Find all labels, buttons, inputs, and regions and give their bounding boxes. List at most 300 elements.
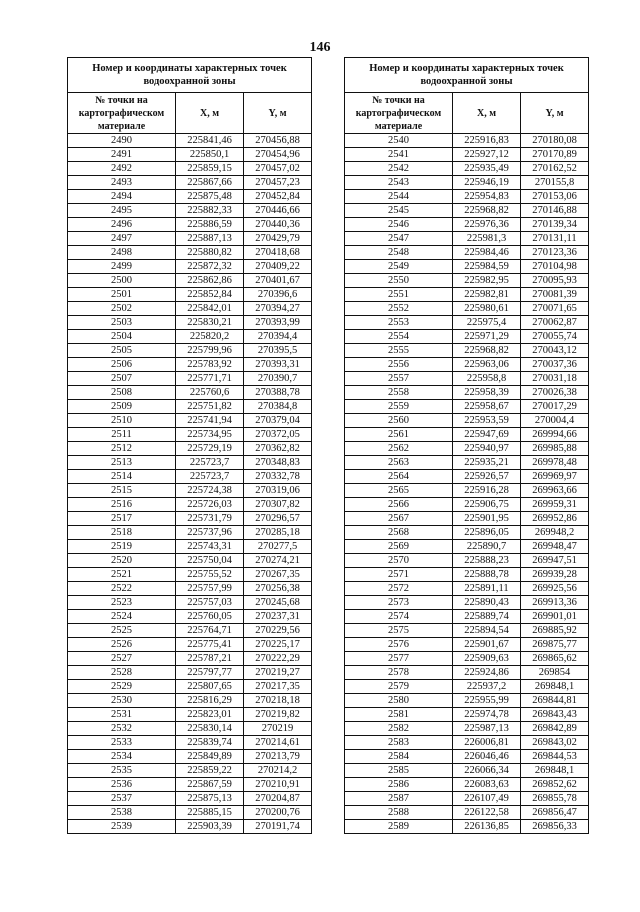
point-number-cell: 2565 [345,484,453,498]
point-number-cell: 2567 [345,512,453,526]
point-number-cell: 2583 [345,736,453,750]
x-coordinate-cell: 225816,29 [176,694,244,708]
table-row [68,792,312,806]
table-row [68,358,312,372]
point-number-cell: 2548 [345,246,453,260]
x-coordinate-cell: 225987,13 [453,722,521,736]
point-number-cell: 2520 [68,554,176,568]
point-number-cell: 2495 [68,204,176,218]
y-coordinate-cell: 270037,36 [521,358,589,372]
x-coordinate-cell: 225807,65 [176,680,244,694]
point-number-cell: 2529 [68,680,176,694]
table-row [68,512,312,526]
x-coordinate-cell: 225889,74 [453,610,521,624]
table-row [68,554,312,568]
point-number-cell: 2534 [68,750,176,764]
x-coordinate-cell: 225896,05 [453,526,521,540]
x-coordinate-cell: 225859,22 [176,764,244,778]
table-title: Номер и координаты характерных точек водоохранной зоны [345,58,589,93]
page-number: 146 [309,40,331,55]
point-number-cell: 2569 [345,540,453,554]
x-coordinate-cell: 225974,78 [453,708,521,722]
table-row [345,344,589,358]
x-coordinate-cell: 225867,59 [176,778,244,792]
point-number-cell: 2500 [68,274,176,288]
y-coordinate-cell: 270456,88 [244,134,312,148]
point-number-cell: 2501 [68,288,176,302]
table-row [345,218,589,232]
x-coordinate-cell: 225880,82 [176,246,244,260]
table-row [345,498,589,512]
x-coordinate-cell: 225901,95 [453,512,521,526]
x-coordinate-cell: 225984,59 [453,260,521,274]
y-coordinate-cell: 269865,62 [521,652,589,666]
x-coordinate-cell: 225799,96 [176,344,244,358]
y-coordinate-cell: 269843,02 [521,736,589,750]
point-number-cell: 2527 [68,652,176,666]
x-coordinate-cell: 226066,34 [453,764,521,778]
x-coordinate-cell: 225976,36 [453,218,521,232]
table-body-right [345,134,589,834]
y-coordinate-cell: 269952,86 [521,512,589,526]
table-row [68,260,312,274]
table-row [68,638,312,652]
y-coordinate-cell: 269985,88 [521,442,589,456]
table-row [345,652,589,666]
y-coordinate-cell: 270071,65 [521,302,589,316]
point-number-cell: 2578 [345,666,453,680]
x-coordinate-cell: 225891,11 [453,582,521,596]
table-row [345,190,589,204]
point-number-cell: 2523 [68,596,176,610]
point-number-cell: 2568 [345,526,453,540]
table-row [345,582,589,596]
y-coordinate-cell: 269875,77 [521,638,589,652]
table-row [345,204,589,218]
table-row [345,680,589,694]
table-row [68,400,312,414]
point-number-cell: 2585 [345,764,453,778]
y-coordinate-cell: 270384,8 [244,400,312,414]
point-number-cell: 2518 [68,526,176,540]
table-row [68,274,312,288]
y-coordinate-cell: 270319,06 [244,484,312,498]
x-coordinate-cell: 225726,03 [176,498,244,512]
column-header-point: № точки на картографическом материале [345,93,453,134]
y-coordinate-cell: 270429,79 [244,232,312,246]
table-row [345,526,589,540]
point-number-cell: 2550 [345,274,453,288]
x-coordinate-cell: 225926,57 [453,470,521,484]
table-row [68,316,312,330]
table-row [68,344,312,358]
table-row [345,512,589,526]
table-row [68,582,312,596]
x-coordinate-cell: 225909,63 [453,652,521,666]
point-number-cell: 2491 [68,148,176,162]
y-coordinate-cell: 270146,88 [521,204,589,218]
point-number-cell: 2586 [345,778,453,792]
y-coordinate-cell: 269959,31 [521,498,589,512]
y-coordinate-cell: 269844,81 [521,694,589,708]
table-row [345,302,589,316]
y-coordinate-cell: 270031,18 [521,372,589,386]
point-number-cell: 2530 [68,694,176,708]
x-coordinate-cell: 225890,7 [453,540,521,554]
point-number-cell: 2579 [345,680,453,694]
x-coordinate-cell: 225839,74 [176,736,244,750]
table-row [68,302,312,316]
y-coordinate-cell: 270123,36 [521,246,589,260]
table-row [345,232,589,246]
table-row [68,456,312,470]
y-coordinate-cell: 269994,66 [521,428,589,442]
point-number-cell: 2570 [345,554,453,568]
point-number-cell: 2537 [68,792,176,806]
point-number-cell: 2547 [345,232,453,246]
table-row [345,260,589,274]
point-number-cell: 2576 [345,638,453,652]
point-number-cell: 2494 [68,190,176,204]
table-row [345,316,589,330]
y-coordinate-cell: 270401,67 [244,274,312,288]
x-coordinate-cell: 225760,6 [176,386,244,400]
table-row [345,792,589,806]
point-number-cell: 2587 [345,792,453,806]
x-coordinate-cell: 225737,96 [176,526,244,540]
table-row [68,596,312,610]
table-row [68,540,312,554]
table-row [68,246,312,260]
x-coordinate-cell: 225954,83 [453,190,521,204]
x-coordinate-cell: 225875,13 [176,792,244,806]
table-row [345,246,589,260]
x-coordinate-cell: 225935,49 [453,162,521,176]
table-row [345,428,589,442]
x-coordinate-cell: 225842,01 [176,302,244,316]
x-coordinate-cell: 225890,43 [453,596,521,610]
table-row [345,274,589,288]
x-coordinate-cell: 225729,19 [176,442,244,456]
point-number-cell: 2512 [68,442,176,456]
x-coordinate-cell: 225888,23 [453,554,521,568]
table-row [68,736,312,750]
y-coordinate-cell: 270394,27 [244,302,312,316]
point-number-cell: 2516 [68,498,176,512]
column-header-y: Y, м [244,93,312,134]
point-number-cell: 2566 [345,498,453,512]
y-coordinate-cell: 270256,38 [244,582,312,596]
table-row [68,820,312,834]
point-number-cell: 2555 [345,344,453,358]
point-number-cell: 2499 [68,260,176,274]
y-coordinate-cell: 270004,4 [521,414,589,428]
x-coordinate-cell: 225903,39 [176,820,244,834]
y-coordinate-cell: 270155,8 [521,176,589,190]
y-coordinate-cell: 270229,56 [244,624,312,638]
x-coordinate-cell: 225751,82 [176,400,244,414]
y-coordinate-cell: 270372,05 [244,428,312,442]
y-coordinate-cell: 270162,52 [521,162,589,176]
y-coordinate-cell: 270217,35 [244,680,312,694]
x-coordinate-cell: 225859,15 [176,162,244,176]
x-coordinate-cell: 225734,95 [176,428,244,442]
x-coordinate-cell: 225916,28 [453,484,521,498]
x-coordinate-cell: 225958,8 [453,372,521,386]
point-number-cell: 2556 [345,358,453,372]
x-coordinate-cell: 225787,21 [176,652,244,666]
x-coordinate-cell: 226083,63 [453,778,521,792]
point-number-cell: 2561 [345,428,453,442]
y-coordinate-cell: 270043,12 [521,344,589,358]
y-coordinate-cell: 269856,47 [521,806,589,820]
y-coordinate-cell: 270348,83 [244,456,312,470]
x-coordinate-cell: 225885,15 [176,806,244,820]
table-row [68,232,312,246]
y-coordinate-cell: 270390,7 [244,372,312,386]
point-number-cell: 2541 [345,148,453,162]
x-coordinate-cell: 225764,71 [176,624,244,638]
table-row [345,778,589,792]
table-row [345,722,589,736]
point-number-cell: 2502 [68,302,176,316]
x-coordinate-cell: 225797,77 [176,666,244,680]
column-header-y: Y, м [521,93,589,134]
x-coordinate-cell: 225724,38 [176,484,244,498]
y-coordinate-cell: 270457,02 [244,162,312,176]
x-coordinate-cell: 225743,31 [176,540,244,554]
point-number-cell: 2493 [68,176,176,190]
x-coordinate-cell: 226107,49 [453,792,521,806]
table-row [345,442,589,456]
table-title: Номер и координаты характерных точек водоохранной зоны [68,58,312,93]
x-coordinate-cell: 225906,75 [453,498,521,512]
y-coordinate-cell: 269854 [521,666,589,680]
y-coordinate-cell: 270409,22 [244,260,312,274]
table-row [345,414,589,428]
table-row [345,610,589,624]
x-coordinate-cell: 225723,7 [176,470,244,484]
table-row [345,148,589,162]
point-number-cell: 2531 [68,708,176,722]
y-coordinate-cell: 270362,82 [244,442,312,456]
coordinates-table-right [344,57,589,834]
table-row [345,820,589,834]
y-coordinate-cell: 269852,62 [521,778,589,792]
x-coordinate-cell: 225946,19 [453,176,521,190]
x-coordinate-cell: 226006,81 [453,736,521,750]
table-row [68,428,312,442]
y-coordinate-cell: 269848,1 [521,680,589,694]
point-number-cell: 2510 [68,414,176,428]
y-coordinate-cell: 269948,2 [521,526,589,540]
x-coordinate-cell: 226136,85 [453,820,521,834]
point-number-cell: 2552 [345,302,453,316]
x-coordinate-cell: 225872,32 [176,260,244,274]
point-number-cell: 2538 [68,806,176,820]
point-number-cell: 2575 [345,624,453,638]
point-number-cell: 2532 [68,722,176,736]
x-coordinate-cell: 225935,21 [453,456,521,470]
x-coordinate-cell: 225757,03 [176,596,244,610]
x-coordinate-cell: 225968,82 [453,204,521,218]
y-coordinate-cell: 270017,29 [521,400,589,414]
y-coordinate-cell: 270418,68 [244,246,312,260]
x-coordinate-cell: 225894,54 [453,624,521,638]
table-row [345,806,589,820]
y-coordinate-cell: 270104,98 [521,260,589,274]
y-coordinate-cell: 269978,48 [521,456,589,470]
y-coordinate-cell: 269843,43 [521,708,589,722]
point-number-cell: 2536 [68,778,176,792]
x-coordinate-cell: 225723,7 [176,456,244,470]
point-number-cell: 2519 [68,540,176,554]
x-coordinate-cell: 225783,92 [176,358,244,372]
y-coordinate-cell: 270139,34 [521,218,589,232]
x-coordinate-cell: 225916,83 [453,134,521,148]
y-coordinate-cell: 270210,91 [244,778,312,792]
x-coordinate-cell: 225841,46 [176,134,244,148]
y-coordinate-cell: 269939,28 [521,568,589,582]
y-coordinate-cell: 269925,56 [521,582,589,596]
table-row [68,218,312,232]
point-number-cell: 2543 [345,176,453,190]
point-number-cell: 2589 [345,820,453,834]
x-coordinate-cell: 225980,61 [453,302,521,316]
y-coordinate-cell: 269885,92 [521,624,589,638]
point-number-cell: 2572 [345,582,453,596]
y-coordinate-cell: 270296,57 [244,512,312,526]
y-coordinate-cell: 270274,21 [244,554,312,568]
y-coordinate-cell: 270222,29 [244,652,312,666]
point-number-cell: 2508 [68,386,176,400]
y-coordinate-cell: 270213,79 [244,750,312,764]
y-coordinate-cell: 270452,84 [244,190,312,204]
x-coordinate-cell: 225888,78 [453,568,521,582]
y-coordinate-cell: 269913,36 [521,596,589,610]
y-coordinate-cell: 270191,74 [244,820,312,834]
y-coordinate-cell: 270214,61 [244,736,312,750]
table-row [68,750,312,764]
point-number-cell: 2542 [345,162,453,176]
point-number-cell: 2515 [68,484,176,498]
y-coordinate-cell: 269844,53 [521,750,589,764]
x-coordinate-cell: 225731,79 [176,512,244,526]
x-coordinate-cell: 225958,67 [453,400,521,414]
table-row [68,204,312,218]
x-coordinate-cell: 225940,97 [453,442,521,456]
table-row [68,442,312,456]
point-number-cell: 2528 [68,666,176,680]
x-coordinate-cell: 225830,14 [176,722,244,736]
x-coordinate-cell: 225927,12 [453,148,521,162]
table-row [68,722,312,736]
table-row [68,162,312,176]
x-coordinate-cell: 225937,2 [453,680,521,694]
point-number-cell: 2544 [345,190,453,204]
column-header-x: X, м [453,93,521,134]
table-row [68,470,312,484]
table-row [345,666,589,680]
y-coordinate-cell: 270307,82 [244,498,312,512]
y-coordinate-cell: 269901,01 [521,610,589,624]
point-number-cell: 2533 [68,736,176,750]
table-row [345,638,589,652]
point-number-cell: 2492 [68,162,176,176]
point-number-cell: 2573 [345,596,453,610]
point-number-cell: 2497 [68,232,176,246]
x-coordinate-cell: 225771,71 [176,372,244,386]
table-row [68,330,312,344]
x-coordinate-cell: 225963,06 [453,358,521,372]
table-row [345,372,589,386]
y-coordinate-cell: 270396,6 [244,288,312,302]
column-header-x: X, м [176,93,244,134]
x-coordinate-cell: 225823,01 [176,708,244,722]
point-number-cell: 2571 [345,568,453,582]
table-row [345,750,589,764]
x-coordinate-cell: 225852,84 [176,288,244,302]
table-row [68,778,312,792]
y-coordinate-cell: 270332,78 [244,470,312,484]
x-coordinate-cell: 225750,04 [176,554,244,568]
table-row [68,568,312,582]
y-coordinate-cell: 270277,5 [244,540,312,554]
x-coordinate-cell: 225982,81 [453,288,521,302]
table-row [345,568,589,582]
point-number-cell: 2526 [68,638,176,652]
table-row [68,414,312,428]
table-row [68,652,312,666]
point-number-cell: 2554 [345,330,453,344]
x-coordinate-cell: 225924,86 [453,666,521,680]
y-coordinate-cell: 270245,68 [244,596,312,610]
y-coordinate-cell: 269948,47 [521,540,589,554]
point-number-cell: 2496 [68,218,176,232]
y-coordinate-cell: 269842,89 [521,722,589,736]
table-row [68,372,312,386]
point-number-cell: 2517 [68,512,176,526]
point-number-cell: 2562 [345,442,453,456]
y-coordinate-cell: 270180,08 [521,134,589,148]
table-row [345,540,589,554]
y-coordinate-cell: 270285,18 [244,526,312,540]
table-row [68,610,312,624]
table-row [345,484,589,498]
y-coordinate-cell: 270214,2 [244,764,312,778]
table-row [345,764,589,778]
point-number-cell: 2551 [345,288,453,302]
point-number-cell: 2511 [68,428,176,442]
table-row [345,288,589,302]
y-coordinate-cell: 270219 [244,722,312,736]
y-coordinate-cell: 270393,99 [244,316,312,330]
y-coordinate-cell: 270153,06 [521,190,589,204]
point-number-cell: 2553 [345,316,453,330]
column-header-point: № точки на картографическом материале [68,93,176,134]
x-coordinate-cell: 225760,05 [176,610,244,624]
point-number-cell: 2525 [68,624,176,638]
y-coordinate-cell: 270219,82 [244,708,312,722]
y-coordinate-cell: 270062,87 [521,316,589,330]
x-coordinate-cell: 225850,1 [176,148,244,162]
point-number-cell: 2557 [345,372,453,386]
y-coordinate-cell: 270095,93 [521,274,589,288]
y-coordinate-cell: 270394,4 [244,330,312,344]
point-number-cell: 2490 [68,134,176,148]
point-number-cell: 2546 [345,218,453,232]
x-coordinate-cell: 225820,2 [176,330,244,344]
